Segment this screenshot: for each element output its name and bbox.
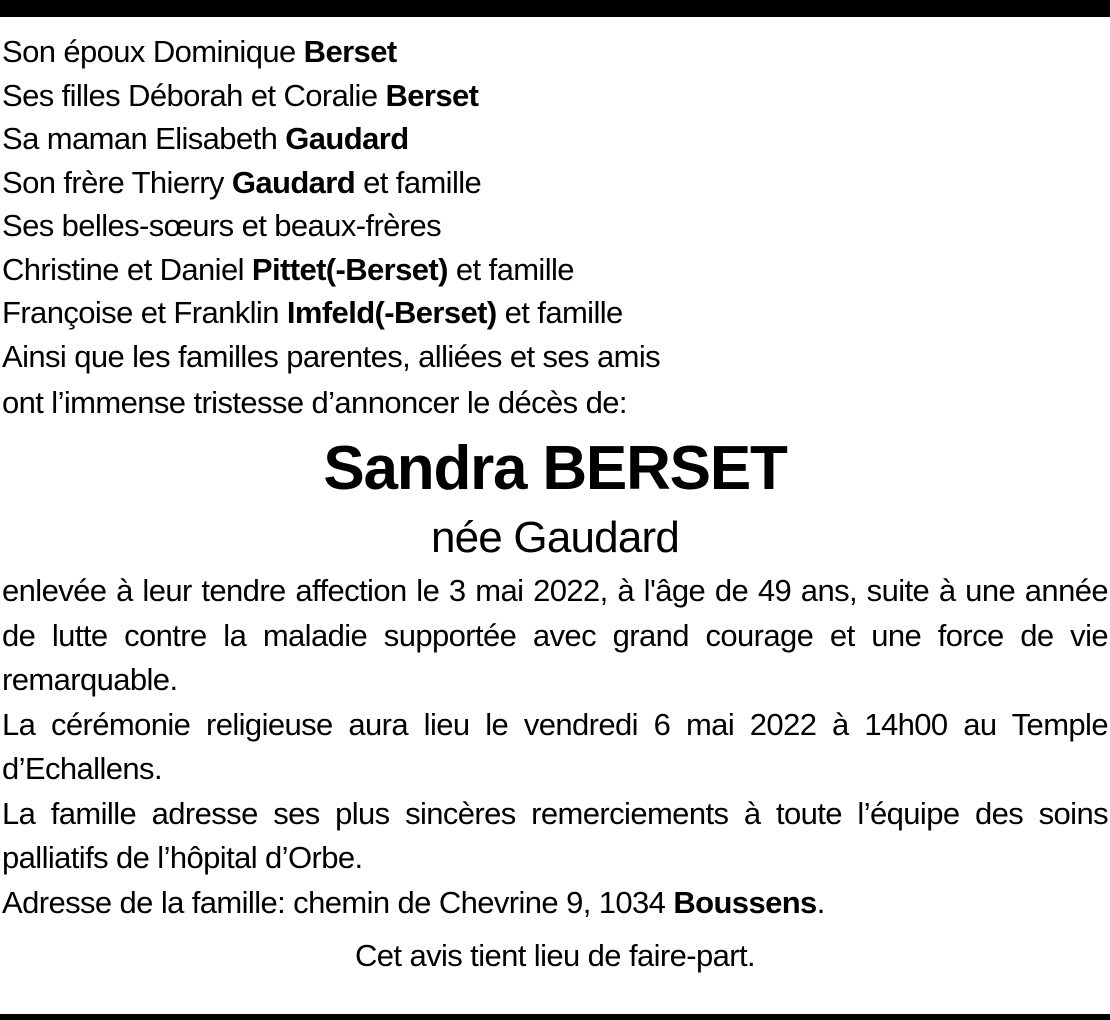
maiden-name: née Gaudard [430, 513, 680, 562]
family-address [2, 881, 1108, 926]
family-line [2, 335, 1108, 379]
family-list [2, 30, 1108, 378]
ceremony-paragraph: La cérémonie religieuse aura lieu le vendredi 6 mai 2022 à 14h00 au Temple d’Echallens. [2, 706, 1108, 786]
family-line-surname: Gaudard [231, 164, 356, 200]
bottom-border [0, 1014, 1110, 1020]
obituary-notice [2, 30, 1108, 978]
family-line [2, 291, 1108, 335]
family-line [2, 74, 1108, 118]
family-line-text: Ainsi que les familles parentes, alliées et ses amis [2, 338, 661, 374]
family-line-text: Son époux Dominique [2, 34, 304, 69]
closing-note: Cet avis tient lieu de faire-part. [354, 938, 756, 973]
thanks-paragraph: La famille adresse ses plus sincères remerciements à toute l’équipe des soins palliatifs de l’hôpital d’Orbe. [2, 795, 1108, 875]
family-line-text: Françoise et Franklin [2, 295, 287, 330]
family-line-surname: Berset [385, 77, 479, 113]
family-line-surname: Pittet(-Berset) [251, 251, 448, 287]
family-line-text: Ses filles Déborah et Coralie [2, 77, 386, 113]
address-suffix: . [816, 884, 825, 920]
family-line-text: Sa maman Elisabeth [2, 121, 286, 156]
family-line [2, 161, 1108, 205]
family-line [2, 117, 1108, 161]
family-line-surname: Imfeld(-Berset) [286, 295, 497, 330]
family-line-text: Ses belles-sœurs et beaux-frères [2, 208, 442, 243]
family-line-text: Christine et Daniel [2, 251, 252, 287]
top-border [0, 0, 1110, 17]
passing-paragraph: enlevée à leur tendre affection le 3 mai 2022, à l'âge de 49 ans, suite à une année de lutte contre la maladie supportée avec grand courage et une force de vie remarquable. [2, 573, 1108, 697]
family-line-suffix: et famille [447, 251, 574, 287]
family-line-surname: Berset [303, 34, 397, 69]
family-line [2, 248, 1108, 292]
family-line-surname: Gaudard [285, 121, 409, 156]
deceased-name: Sandra BERSET [323, 434, 787, 503]
family-line [2, 30, 1108, 74]
address-town: Boussens [673, 884, 817, 920]
family-line-suffix: et famille [355, 164, 482, 200]
family-line-text: Son frère Thierry [2, 164, 232, 200]
announcement: ont l’immense tristesse d’annoncer le décès de: [2, 385, 627, 420]
family-line-suffix: et famille [496, 295, 623, 330]
address-text: Adresse de la famille: chemin de Chevrine 9, 1034 [2, 884, 674, 920]
family-line [2, 204, 1108, 248]
